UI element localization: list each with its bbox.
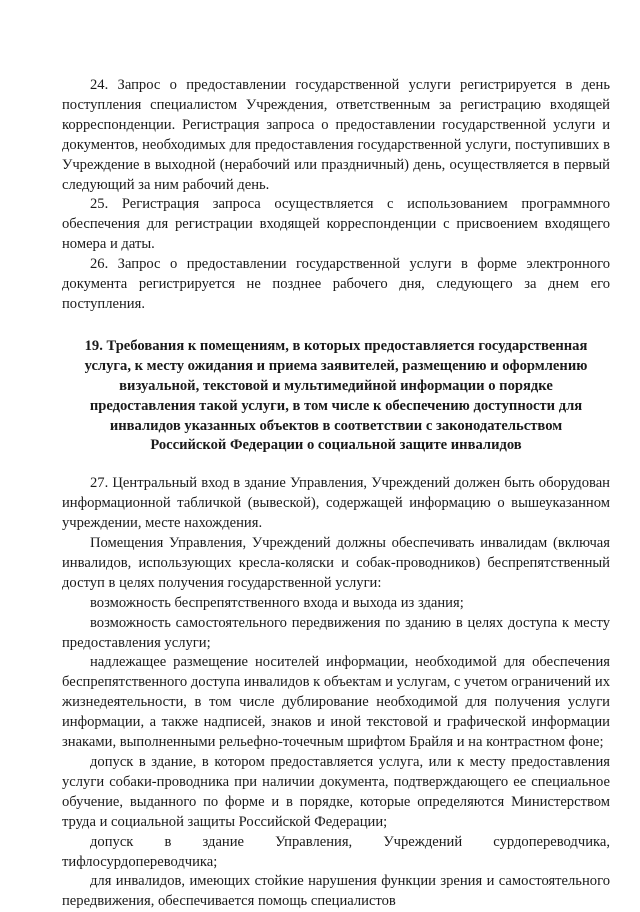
heading-line: предоставления такой услуги, в том числе к обеспечению доступности для xyxy=(89,397,583,414)
spacer xyxy=(62,315,610,337)
heading-line: услуга, к месту ожидания и приема заявителей, размещению и оформлению xyxy=(84,357,588,374)
section-heading-19 xyxy=(62,337,610,456)
paragraph-26: 26. Запрос о предоставлении государственной услуги в форме электронного документа регистрируется не позднее рабочего дня, следующего за днем его поступления. xyxy=(62,256,610,312)
paragraph-vision-impaired: для инвалидов, имеющих стойкие нарушения функции зрения и самостоятельного передвижения, обеспечивается помощь специалистов xyxy=(62,873,610,910)
heading-line: Российской Федерации о социальной защите инвалидов xyxy=(150,437,522,454)
paragraph-sign-interpreter: допуск в здание Управления, Учреждений сурдопереводчика, тифлосурдопереводчика; xyxy=(62,833,610,870)
heading-line: инвалидов указанных объектов в соответствии с законодательством xyxy=(109,417,563,434)
heading-line: визуальной, текстовой и мультимедийной информации о порядке xyxy=(119,377,553,394)
paragraph-24: 24. Запрос о предоставлении государственной услуги регистрируется в день поступления специалистом Учреждения, ответственным за регистрацию входящей корреспонденции. Регистрация запроса о предоставлении государственной услуги и документов, необходимых для предоставления государственной услуги, поступивших в Учреждение в выходной (нерабочий или праздничный) день, осуществляется в первый следующий за ним рабочий день. xyxy=(62,77,610,193)
paragraph-information-placement: надлежащее размещение носителей информации, необходимой для обеспечения беспрепятственного доступа инвалидов к объектам и услугам, с учетом ограничений их жизнедеятельности, в том числе дублирование необходимой для получения услуги информации, а также надписей, знаков и иной текстовой и графической информации знаками, выполненными рельефно-точечным шрифтом Брайля и на контрастном фоне; xyxy=(62,654,610,751)
paragraph-entrance-exit: возможность беспрепятственного входа и выхода из здания; xyxy=(90,594,464,611)
document-page xyxy=(62,76,610,912)
paragraph-25: 25. Регистрация запроса осуществляется с использованием программного обеспечения для регистрации входящей корреспонденции с присвоением входящего номера и даты. xyxy=(62,196,610,253)
paragraph-guide-dog: допуск в здание, в котором предоставляется услуга, или к месту предоставления услуги собаки-проводника при наличии документа, подтверждающего ее специальное обучение, выданного по форме и в порядке, которые определяются Министерством труда и социальной защиты Российской Федерации; xyxy=(62,754,610,830)
spacer xyxy=(62,456,610,474)
paragraph-movement: возможность самостоятельного передвижения по зданию в целях доступа к месту предоставления услуги; xyxy=(62,614,610,651)
heading-line: 19. Требования к помещениям, в которых предоставляется государственная xyxy=(84,337,588,354)
paragraph-premises-access: Помещения Управления, Учреждений должны обеспечивать инвалидам (включая инвалидов, использующих кресла-коляски и собак-проводников) беспрепятственный доступ в целях получения государственной услуги: xyxy=(62,535,610,591)
paragraph-27: 27. Центральный вход в здание Управления, Учреждений должен быть оборудован информационной табличкой (вывеской), содержащей информацию о вышеуказанном учреждении, месте нахождения. xyxy=(62,475,610,532)
